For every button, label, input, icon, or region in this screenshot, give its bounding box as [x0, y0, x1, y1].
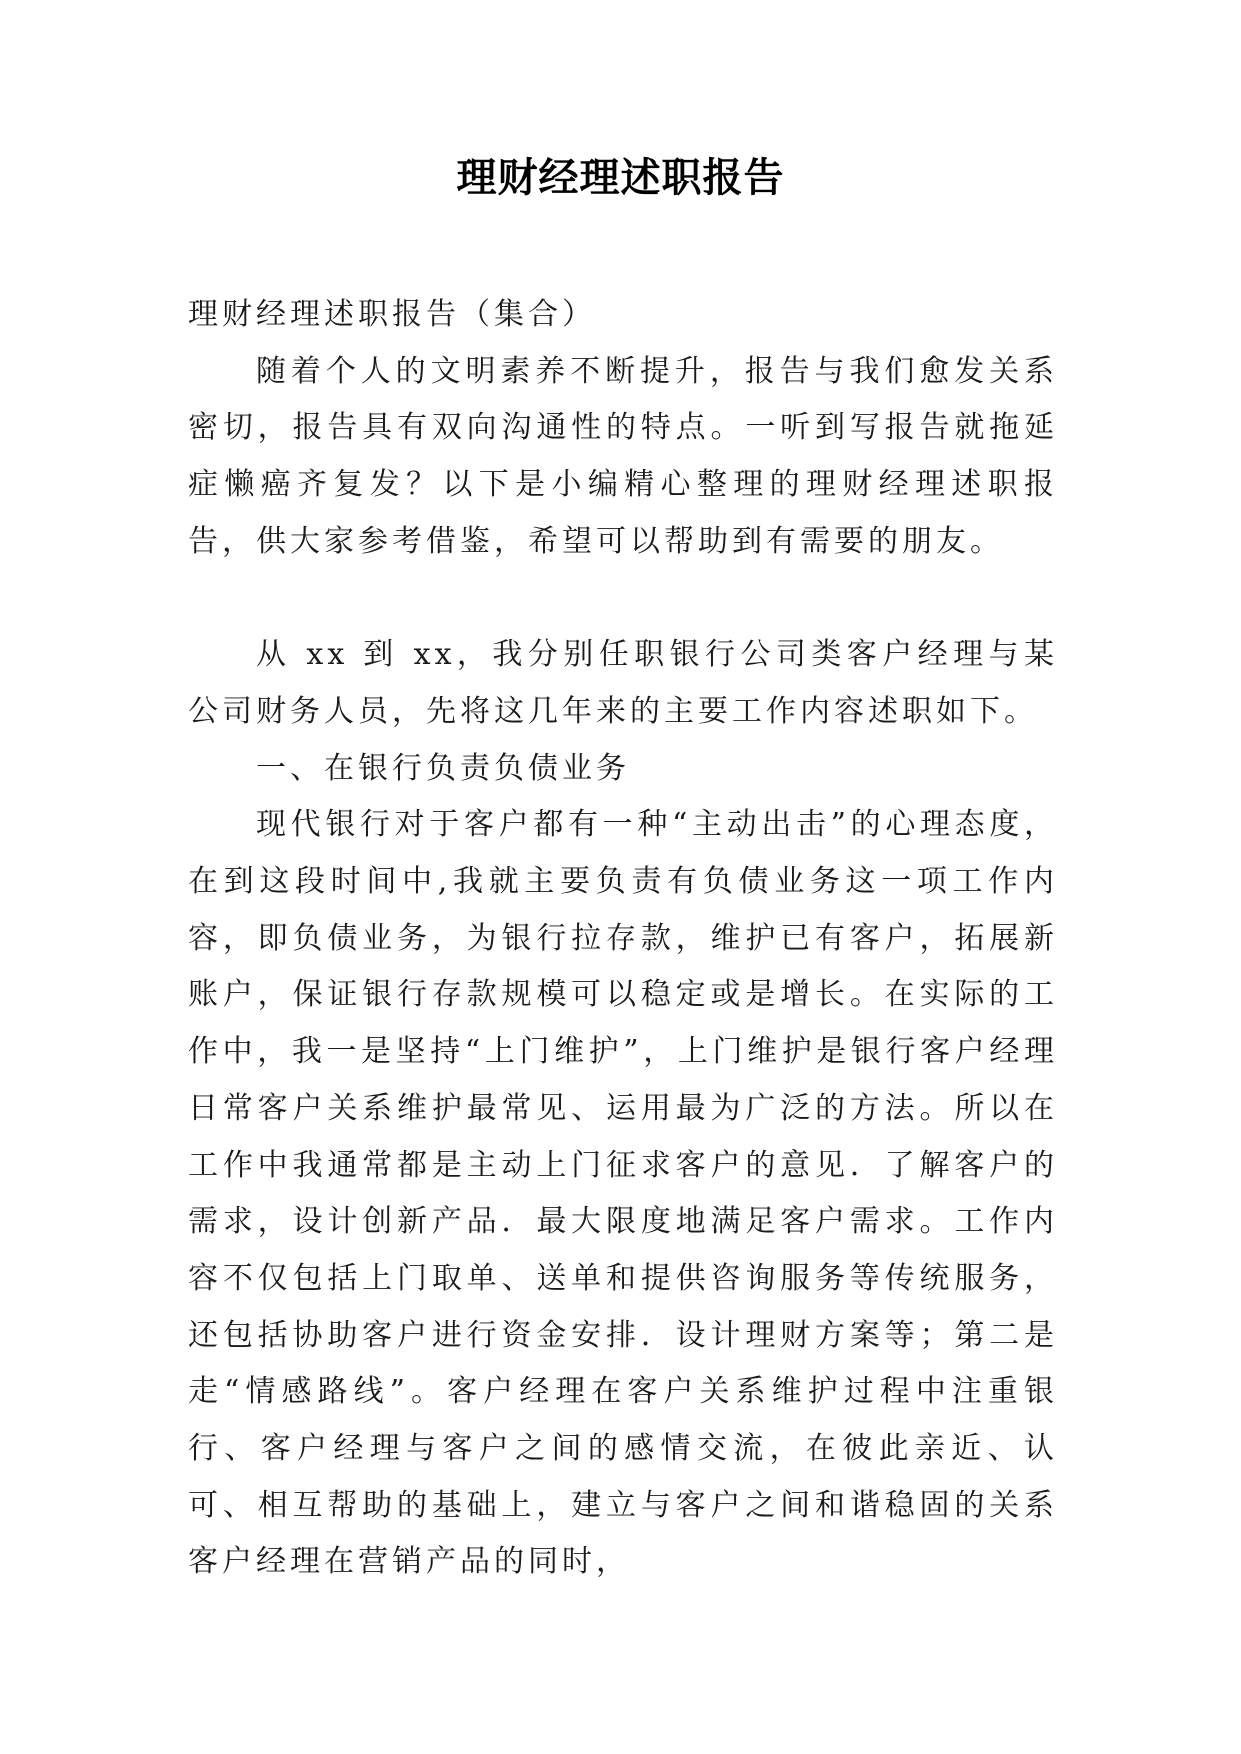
subtitle-paragraph: 理财经理述职报告（集合）	[188, 297, 596, 332]
section-heading: 一、在银行负责负债业务	[256, 750, 630, 786]
document-title: 理财经理述职报告	[456, 155, 785, 201]
intro-paragraph: 随着个人的文明素养不断提升，报告与我们愈发关系密切，报告具有双向沟通性的特点。一听到写报告就拖延症懒癌齐复发？以下是小编精心整理的理财经理述职报告，供大家参考借鉴，希望可以帮助到有需要的朋友。	[188, 353, 1058, 559]
section-paragraph: 现代银行对于客户都有一种“主动出击”的心理态度，在到这段时间中,我就主要负责有负债业务这一项工作内容，即负债业务，为银行拉存款，维护已有客户，拓展新账户，保证银行存款规模可以稳定或是增长。在实际的工作中，我一是坚持“上门维护”，上门维护是银行客户经理日常客户关系维护最常见、运用最为广泛的方法。所以在工作中我通常都是主动上门征求客户的意见．了解客户的需求，设计创新产品．最大限度地满足客户需求。工作内容不仅包括上门取单、送单和提供咨询服务等传统服务，还包括协助客户进行资金安排．设计理财方案等；第二是走“情感路线”。客户经理在客户关系维护过程中注重银行、客户经理与客户之间的感情交流，在彼此亲近、认可、相互帮助的基础上，建立与客户之间和谐稳固的关系客户经理在营销产品的同时，	[188, 807, 1058, 1580]
career-paragraph: 从 xx 到 xx，我分别任职银行公司类客户经理与某公司财务人员，先将这几年来的主要工作内容述职如下。	[188, 637, 1058, 729]
document-body	[188, 287, 1058, 1591]
